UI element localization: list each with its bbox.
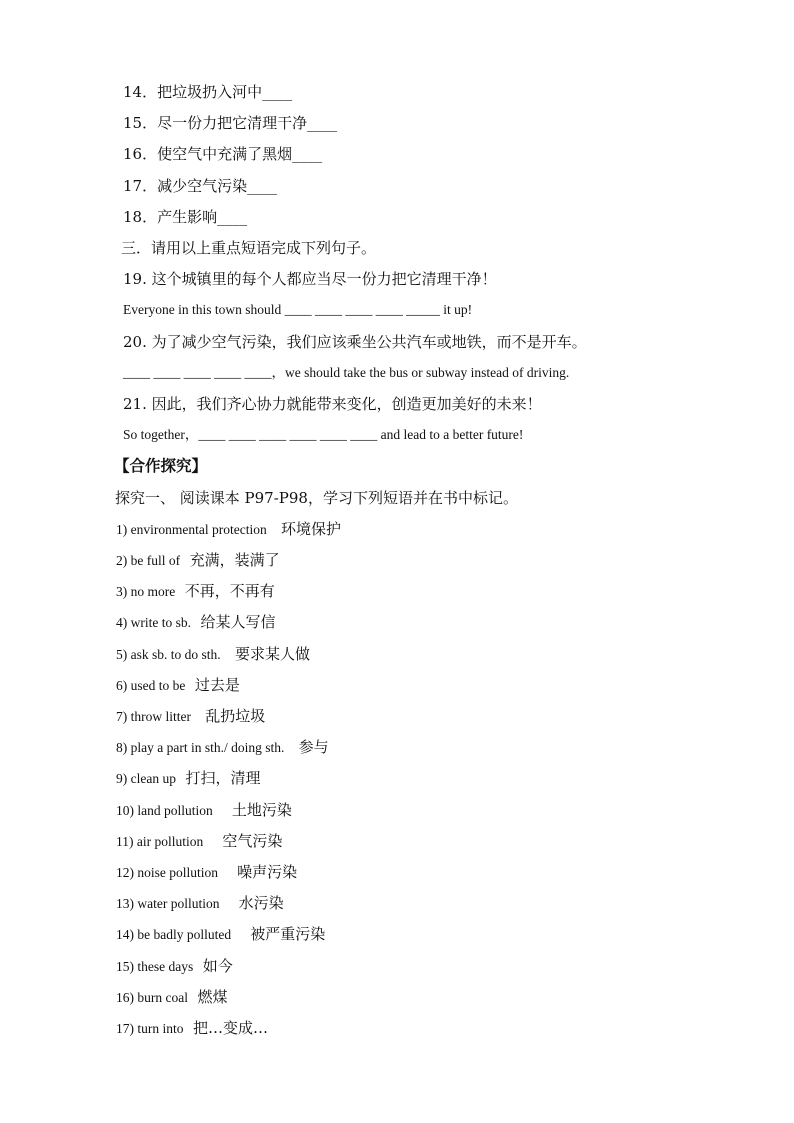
- phrase-english: 13) water pollution: [116, 896, 220, 911]
- phrase-chinese: 噪声污染: [237, 863, 298, 881]
- question-21-chinese: 21. 因此，我们齐心协力就能带来变化，创造更加美好的未来！: [123, 395, 542, 413]
- phrase-chinese: 要求某人做: [234, 645, 310, 663]
- phrase-item-6: [116, 675, 240, 696]
- phrase-item-1: [116, 519, 341, 540]
- question-19-chinese: 19. 这个城镇里的每个人都应当尽一份力把它清理干净！: [123, 270, 497, 288]
- phrase-chinese: 打扫，清理: [185, 769, 261, 787]
- phrase-item-9: [116, 768, 261, 789]
- phrase-chinese: 充满，装满了: [189, 551, 280, 569]
- phrase-item-17: [116, 1018, 268, 1039]
- phrase-item-12: [116, 862, 297, 883]
- phrase-english: 17) turn into: [116, 1021, 184, 1036]
- phrase-chinese: 水污染: [238, 894, 284, 912]
- phrase-english: 4) write to sb.: [116, 615, 191, 630]
- section-three-title: 三．请用以上重点短语完成下列句子。: [121, 239, 377, 257]
- phrase-english: 14) be badly polluted: [116, 927, 232, 942]
- phrase-chinese: 土地污染: [231, 801, 292, 819]
- phrase-english: 10) land pollution: [116, 803, 213, 818]
- exercise-item-15: 15．尽一份力把它清理干净____: [123, 114, 338, 132]
- phrase-item-2: [116, 550, 280, 571]
- phrase-english: 3) no more: [116, 584, 176, 599]
- phrase-item-7: [116, 706, 265, 727]
- phrase-english: 12) noise pollution: [116, 865, 218, 880]
- question-20-english: ____ ____ ____ ____ ____，we should take the bus or subway instead of driving.: [123, 365, 570, 380]
- question-21-english: So together，____ ____ ____ ____ ____ ____ and lead to a better future!: [123, 427, 524, 442]
- exploration-one-instruction: 探究一、 阅读课本 P97-P98，学习下列短语并在书中标记。: [115, 489, 518, 507]
- phrase-english: 16) burn coal: [116, 990, 188, 1005]
- cooperative-exploration-heading: 【合作探究】: [114, 456, 208, 475]
- phrase-item-15: [116, 956, 233, 977]
- phrase-chinese: 被严重污染: [250, 925, 326, 943]
- phrase-item-5: [116, 644, 310, 665]
- phrase-english: 11) air pollution: [116, 834, 204, 849]
- phrase-english: 5) ask sb. to do sth.: [116, 647, 221, 662]
- phrase-chinese: 空气污染: [222, 832, 283, 850]
- phrase-english: 6) used to be: [116, 678, 186, 693]
- phrase-chinese: 给某人写信: [200, 613, 276, 631]
- phrase-chinese: 环境保护: [281, 520, 342, 538]
- phrase-english: 15) these days: [116, 959, 194, 974]
- phrase-item-16: [116, 987, 228, 1008]
- phrase-item-8: [116, 737, 329, 758]
- phrase-item-10: [116, 800, 292, 821]
- exercise-item-17: 17．减少空气污染____: [123, 177, 278, 195]
- phrase-chinese: 燃煤: [197, 988, 228, 1006]
- phrase-chinese: 参与: [298, 738, 329, 756]
- exercise-item-14: 14．把垃圾扔入河中____: [123, 83, 293, 101]
- question-20-chinese: 20. 为了减少空气污染，我们应该乘坐公共汽车或地铁，而不是开车。: [123, 333, 587, 351]
- phrase-english: 9) clean up: [116, 771, 176, 786]
- phrase-item-13: [116, 893, 284, 914]
- phrase-english: 7) throw litter: [116, 709, 191, 724]
- question-19-english: Everyone in this town should ____ ____ ____ ____ _____ it up!: [123, 302, 473, 317]
- phrase-chinese: 不再，不再有: [184, 582, 275, 600]
- phrase-english: 8) play a part in sth./ doing sth.: [116, 740, 285, 755]
- phrase-item-3: [116, 581, 275, 602]
- phrase-chinese: 如今: [202, 957, 233, 975]
- phrase-item-4: [116, 612, 276, 633]
- exercise-item-16: 16．使空气中充满了黑烟____: [123, 145, 323, 163]
- exercise-item-18: 18．产生影响____: [123, 208, 248, 226]
- phrase-item-14: [116, 924, 325, 945]
- phrase-item-11: [116, 831, 282, 852]
- phrase-chinese: 乱扔垃圾: [205, 707, 266, 725]
- phrase-english: 1) environmental protection: [116, 522, 267, 537]
- phrase-chinese: 把…变成…: [193, 1019, 269, 1037]
- phrase-chinese: 过去是: [194, 676, 240, 694]
- phrase-english: 2) be full of: [116, 553, 181, 568]
